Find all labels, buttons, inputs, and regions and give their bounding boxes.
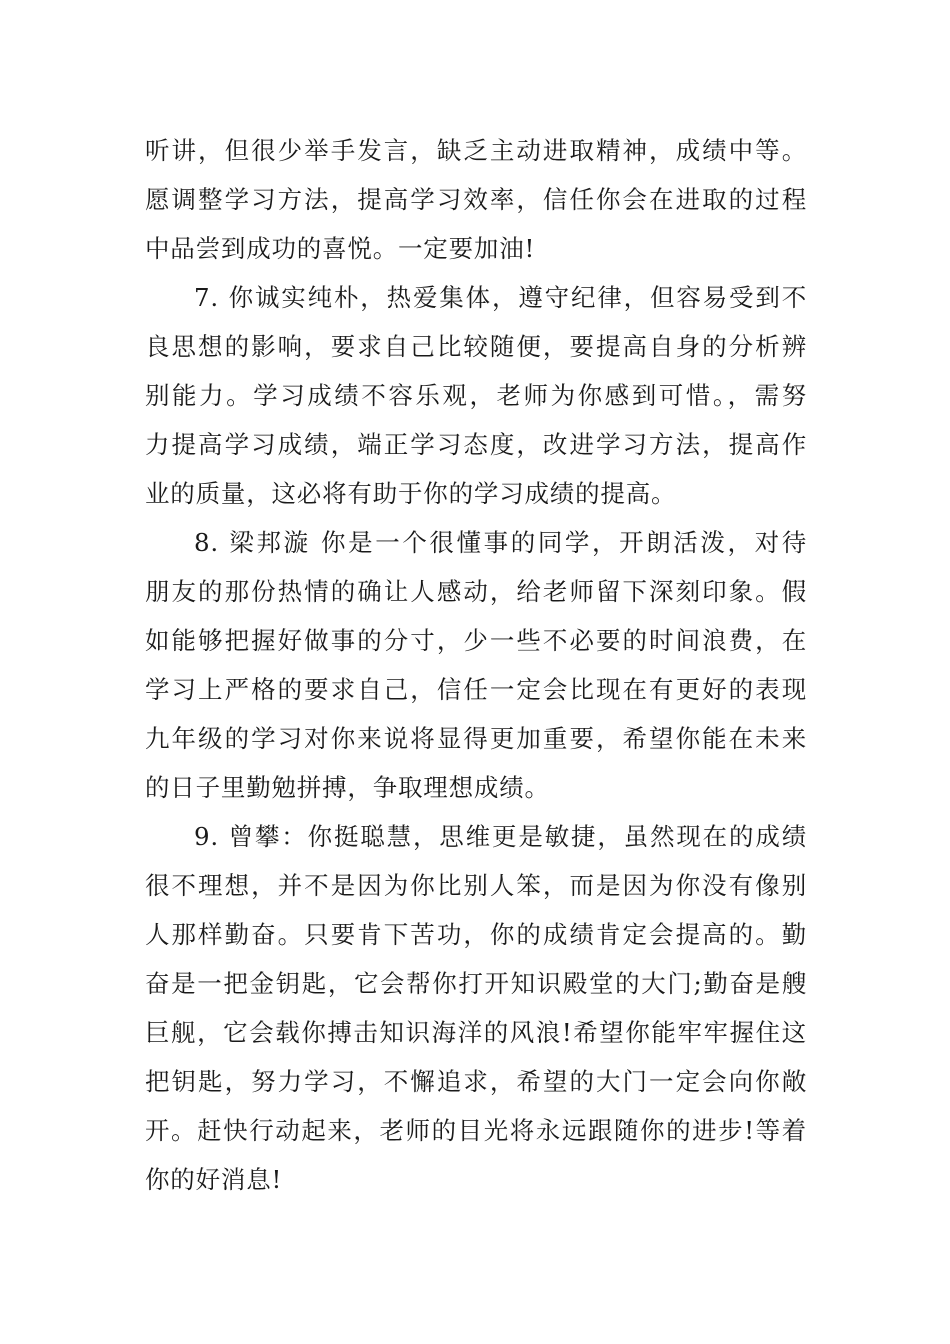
text-line: 学习上严格的要求自己，信任一定会比现在有更好的表现: [145, 675, 807, 704]
document-body: [145, 126, 807, 1204]
paragraph-comment-8: [145, 518, 807, 812]
paragraph-continuation: [145, 126, 807, 273]
text-line: 中品尝到成功的喜悦。一定要加油!: [145, 234, 536, 263]
text-line: 的日子里勤勉拼搏，争取理想成绩。: [145, 773, 550, 802]
text-line: 听讲，但很少举手发言，缺乏主动进取精神，成绩中等。: [145, 136, 807, 165]
paragraph-comment-9: [145, 812, 807, 1204]
text-line: 奋是一把金钥匙，它会帮你打开知识殿堂的大门;勤奋是艘: [145, 969, 807, 998]
text-line: 8. 梁邦漩 你是一个很懂事的同学，开朗活泼，对待: [194, 528, 807, 557]
text-line: 很不理想，并不是因为你比别人笨，而是因为你没有像别: [145, 871, 807, 900]
paragraph-comment-7: [145, 273, 807, 518]
text-line: 愿调整学习方法，提高学习效率，信任你会在进取的过程: [145, 185, 807, 214]
text-line: 良思想的影响，要求自己比较随便，要提高自身的分析辨: [145, 332, 807, 361]
text-line: 7. 你诚实纯朴，热爱集体，遵守纪律，但容易受到不: [194, 283, 807, 312]
text-line: 9. 曾攀：你挺聪慧，思维更是敏捷，虽然现在的成绩: [194, 822, 807, 851]
text-line: 九年级的学习对你来说将显得更加重要，希望你能在未来: [145, 724, 807, 753]
text-line: 别能力。学习成绩不容乐观，老师为你感到可惜。，需努: [145, 381, 807, 410]
text-line: 人那样勤奋。只要肯下苦功，你的成绩肯定会提高的。勤: [145, 920, 807, 949]
text-line: 力提高学习成绩，端正学习态度，改进学习方法，提高作: [145, 430, 807, 459]
text-line: 巨舰，它会载你搏击知识海洋的风浪!希望你能牢牢握住这: [145, 1018, 807, 1047]
text-line: 业的质量，这必将有助于你的学习成绩的提高。: [145, 479, 677, 508]
text-line: 开。赶快行动起来，老师的目光将永远跟随你的进步!等着: [145, 1116, 807, 1145]
text-line: 你的好消息!: [145, 1165, 283, 1194]
text-line: 朋友的那份热情的确让人感动，给老师留下深刻印象。假: [145, 577, 807, 606]
text-line: 如能够把握好做事的分寸，少一些不必要的时间浪费，在: [145, 626, 807, 655]
text-line: 把钥匙，努力学习，不懈追求，希望的大门一定会向你敞: [145, 1067, 807, 1096]
